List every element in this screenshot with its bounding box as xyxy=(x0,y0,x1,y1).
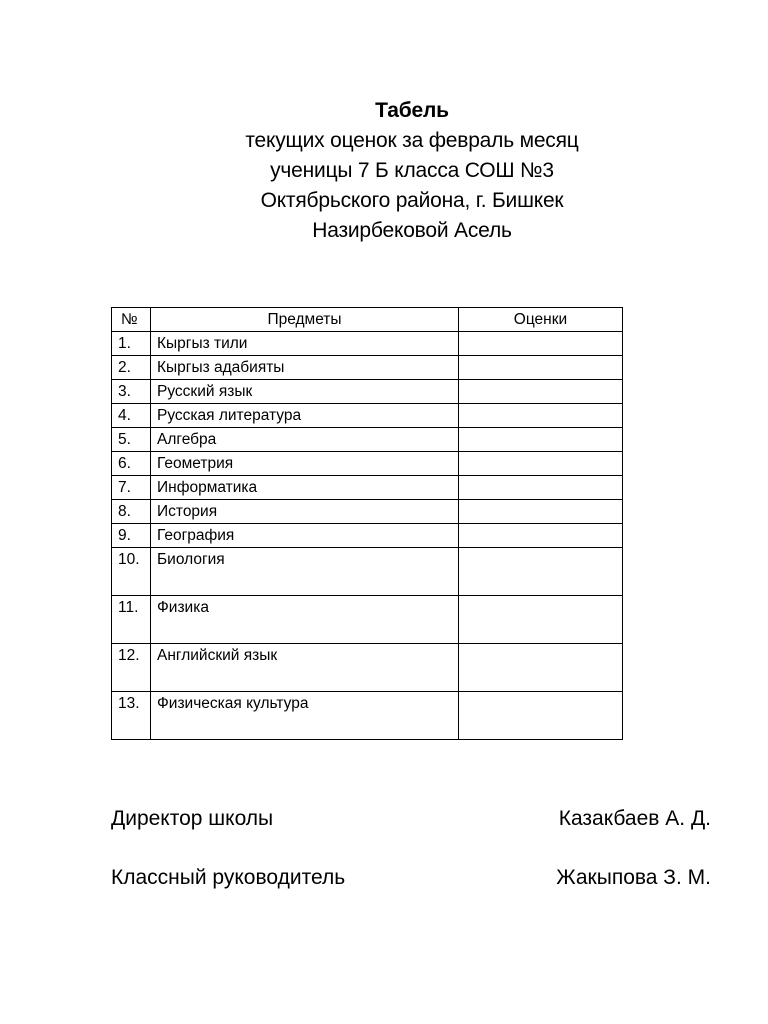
row-number: 5. xyxy=(112,428,151,452)
table-row xyxy=(112,428,623,452)
row-number: 13. xyxy=(118,695,140,712)
table-row xyxy=(112,596,623,644)
row-number-cell xyxy=(112,692,151,740)
grade-cell xyxy=(459,452,623,476)
subject-cell: Английский язык xyxy=(151,644,459,692)
signature-line-director xyxy=(111,805,711,833)
table-row xyxy=(112,524,623,548)
column-header-subjects: Предметы xyxy=(151,308,459,332)
row-number: 4. xyxy=(112,404,151,428)
header-line-period: текущих оценок за февраль месяц xyxy=(245,129,579,152)
grade-cell xyxy=(459,356,623,380)
subject-cell: География xyxy=(151,524,459,548)
table-header-row xyxy=(112,308,623,332)
row-number: 3. xyxy=(112,380,151,404)
row-number: 2. xyxy=(112,356,151,380)
table-row xyxy=(112,476,623,500)
subject-cell: Кыргыз тили xyxy=(151,332,459,356)
grade-cell xyxy=(459,548,623,596)
subject-cell: Русский язык xyxy=(151,380,459,404)
subject-cell: Алгебра xyxy=(151,428,459,452)
row-number: 8. xyxy=(112,500,151,524)
grade-cell xyxy=(459,428,623,452)
table-row xyxy=(112,452,623,476)
row-number: 12. xyxy=(118,647,140,664)
grade-cell xyxy=(459,380,623,404)
table-row xyxy=(112,380,623,404)
table-row xyxy=(112,404,623,428)
signature-line-class-teacher xyxy=(111,864,711,892)
grade-cell xyxy=(459,596,623,644)
row-number-cell xyxy=(112,548,151,596)
grade-cell xyxy=(459,332,623,356)
signature-person: Казакбаев А. Д. xyxy=(558,807,711,830)
table-row xyxy=(112,500,623,524)
row-number-cell xyxy=(112,644,151,692)
row-number: 11. xyxy=(118,599,139,616)
grades-table xyxy=(111,307,623,740)
subject-cell: Информатика xyxy=(151,476,459,500)
table-row xyxy=(112,356,623,380)
grade-cell xyxy=(459,692,623,740)
table-row xyxy=(112,332,623,356)
header-line-student: Назирбековой Асель xyxy=(312,219,512,242)
row-number-cell xyxy=(112,596,151,644)
signature-person: Жакыпова З. М. xyxy=(556,866,711,889)
subject-cell: Кыргыз адабияты xyxy=(151,356,459,380)
subject-cell: Русская литература xyxy=(151,404,459,428)
grade-cell xyxy=(459,404,623,428)
row-number: 9. xyxy=(112,524,151,548)
table-row xyxy=(112,692,623,740)
grade-cell xyxy=(459,644,623,692)
document-title: Табель xyxy=(375,99,449,122)
subject-cell: Физика xyxy=(151,596,459,644)
column-header-grades: Оценки xyxy=(459,308,623,332)
column-header-number: № xyxy=(112,308,151,332)
grade-cell xyxy=(459,500,623,524)
signature-role: Классный руководитель xyxy=(111,866,346,889)
subject-cell: Геометрия xyxy=(151,452,459,476)
table-row xyxy=(112,644,623,692)
row-number: 7. xyxy=(112,476,151,500)
header-line-district: Октябрьского района, г. Бишкек xyxy=(260,189,564,212)
table-row xyxy=(112,548,623,596)
row-number: 6. xyxy=(112,452,151,476)
grade-cell xyxy=(459,476,623,500)
grade-cell xyxy=(459,524,623,548)
subject-cell: Физическая культура xyxy=(151,692,459,740)
subject-cell: История xyxy=(151,500,459,524)
header-line-class: ученицы 7 Б класса СОШ №3 xyxy=(270,159,554,182)
subject-cell: Биология xyxy=(151,548,459,596)
row-number: 1. xyxy=(112,332,151,356)
row-number: 10. xyxy=(118,551,140,568)
signature-role: Директор школы xyxy=(111,807,274,830)
document-header xyxy=(0,96,768,246)
